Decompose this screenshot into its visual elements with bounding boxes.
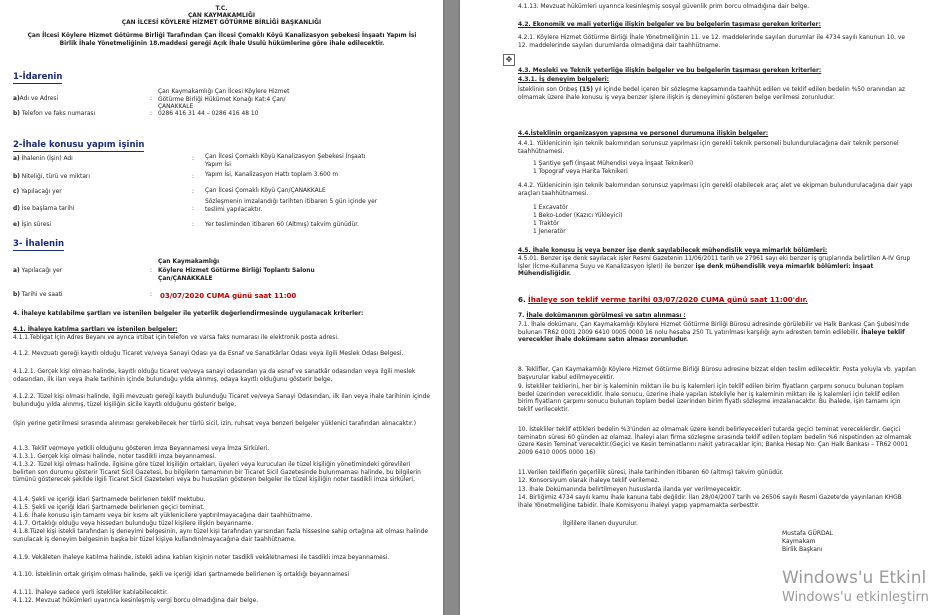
para-14: 14. Birliğimiz 4734 sayılı kamu ihale kanuna tabi değildir. İlan 28/04/2007 tarih ve 26506 sayılı Resmi Gazete'de yayınlanan KHGB İhale Yönetmeliğine tabidir. İhale Komisyonu ihaleyi yapıp yapmamakta serbesttir. (518, 495, 902, 509)
para-4-2-1: 4.2.1. Köylere Hizmet Götürme Birliği İhale Yönetmeliğinin 11. ve 12. maddelerinde sayılan durumlar ile 4734 sayılı kanunun 10. ve 12. maddelerinde sayılan durumlarda olmadığına dair taahhütname. (518, 35, 905, 49)
para-4-1-8: 4.1.8.Tüzel kişi istekli tarafından iş deneyimi belgesinin, aynı tüzel kişi tarafından yarısından fazla hissesine sahip ortağına ait olması halinde sunulacak iş deneyim belgesinin başka bir tüzel kişiye kullandırılmayacağına dair taahhütname. (13, 529, 428, 543)
sec3-a-label: a) Yapılacağı yer (13, 268, 63, 274)
para-4-1-7: 4.1.7. Ortaklığı olduğu veya hissedarı bulunduğu tüzel kişilere ilişkin beyanname. (13, 521, 254, 527)
section-4-title: 4. İhaleye katılabilme şartları ve istenilen belgeler ile yeterlik değerlendirmesinde uygulanacak kriterler: (13, 311, 364, 317)
section-4-5-title: 4.5. İhale konusu iş veya benzer işe denk sayılabilecek mühendislik veya mimarlık bölümleri: (518, 248, 828, 254)
activation-watermark-line-2: Windows'u etkinleştirn (782, 590, 929, 605)
section-4-3-1-title: 4.3.1. İş deneyim belgeleri: (518, 77, 609, 83)
equipment-4: 1 Jeneratör (533, 229, 566, 235)
para-4-1-1: 4.1.1.Tebligat İçin Adres Beyanı ve ayrıca irtibat için telefon ve varsa faks numarası ile elektronik posta adresi. (13, 335, 339, 341)
sec3-a-value1: Çan Kaymakamlığı (158, 259, 220, 265)
para-4-1-9: 4.1.9. Vekâleten ihaleye katılma halinde, istekli adına katılan kişinin noter tasdikli vekâletnamesi ile tasdikli imza beyannamesi. (13, 555, 390, 561)
section-6: 6. İhaleye son teklif verme tarihi 03/07/2020 CUMA günü saat 11:00'dır. (518, 295, 808, 304)
para-4-1-2-2: 4.1.2.2. Tüzel kişi olması halinde, ilgili mevzuatı gereği kayıtlı bulunduğu Ticaret ve/veya Sanayi Odasından, ilk ilan veya ihale tarihinin içinde bulunduğu yılda alınmış, tüzel kişiliğin sicile kayıtlı olduğunu gösterir belge, (13, 394, 430, 408)
para-4-4-1: 4.4.1. Yüklenicinin işin teknik bakımından sorunsuz yapılması için gerekli teknik personeli bulundurulacağına dair teknik personel taahhütnamesi. (518, 141, 899, 155)
sec3-b-label: b) Tarihi ve saati (13, 292, 63, 298)
header-intro: Çan İlcesi Köylere Hizmet Götürme Birliği Tarafından Çan İlcesi Çomaklı Köyü Kanalizasyon şebekesi İnşaatı Yapım İsi Birlik İhale Yönetmeliğinin 18.maddesi gereği Açık İhale Usulü hükümlerine göre ihale edilecektir. (27, 33, 417, 47)
para-12: 12. Konsorsiyum olarak ihaleye teklif verilemez. (518, 478, 660, 484)
sec2-c-label: c) Yapılacağı yer (13, 189, 62, 195)
para-4-1-4: 4.1.4. Şekli ve içeriği İdari Şartnamede belirlenen teklif mektubu. (13, 497, 206, 503)
sec1-b-label: b) Telefon ve faks numarası (13, 111, 96, 117)
signature-block (782, 530, 833, 553)
para-11: 11.Verilen tekliflerin geçerlilik süresi, ihale tarihinden itibaren 60 (altmış) takvim günüdür. (518, 470, 784, 476)
para-4-1-13: 4.1.13. Mevzuat hükümleri uyarınca kesinleşmiş sosyal güvenlik prim borcu olmadığına dair belge. (518, 4, 810, 10)
closing-line: İlgililere ilanen duyurulur. (563, 521, 638, 527)
sec2-c-value: Çan İlcesi Çomaklı Köyü Çan/ÇANAKKALE (205, 188, 326, 194)
para-7-1: 7.1. İhale dokümanı, Çan Kaymakamlığı Köylere Hizmet Götürme Birliği Bürosu adresinde görülebilir ve Halk Bankası Çan Şubesi'nde bulunan TR62 0001 2009 6410 0005 0000 16 nolu hesaba 250 TL yatırılması karşılığı aynı adresten temin edilebilir. İhaleye teklif verecekler ihale dokümanı satın alması zorunludur. (518, 322, 909, 344)
section-1-title: 1-İdarenin (13, 72, 63, 82)
para-4-1-2: 4.1.2. Mevzuatı gereği kayıtlı olduğu Ticaret ve/veya Sanayi Odası ya da Esnaf ve Sanatkârlar Odası veya ilgili Meslek Odası Belgesi. (13, 351, 404, 357)
equipment-1: 1 Excavatör (533, 205, 569, 211)
para-4-1-5: 4.1.5. Şekli ve içeriği İdari Şartnamede belirlenen geçici teminat. (13, 505, 205, 511)
personnel-1: 1 Şantiye şefi (İnşaat Mühendisi veya İnşaat Teknikeri) (533, 161, 694, 167)
header-kaymakamlik: ÇAN KAYMAKAMLIĞI (187, 13, 256, 19)
para-9: 9. İstekliler teklierini, her bir iş kaleminin miktarı ile bu iş kalemleri için teklif edilen birim fiyatların çarpımı sonucu bulunan toplam bedel üzerinden vereceklidir. İhale sonucu, üzerine ihale yapılan istekliyle her iş kaleminin miktarı ile iş kalemleri için teklif edilen birim fiyatların çarpımı sonucu bulunan toplam bedel üzerinden birim fiyatlı sözleşme imzalanacaktır. Bu ihalede, işin tamamı için teklif verilecektir. (518, 384, 904, 413)
sec2-d-label: d) İse başlama tarihi (13, 206, 75, 212)
equipment-3: 1 Traktör (533, 221, 560, 227)
para-4-1-12: 4.1.12. Mevzuat hükümleri uyarınca kesinleşmiş vergi borcu olmadığına dair belge. (13, 598, 259, 604)
para-10: 10. İstekliler teklif ettikleri bedelin %3'ünden az olmamak üzere kendi belirleyecekleri tutarda geçici teminat vereceklerdir. Geçici teminatın süresi 60 günden az olamaz. İhaleyi alan firma sözleşme sırasında teklif edilen toplam bedelin %6 nispetinden az olmamak üzere Kesin Teminat verecektir.(Geçici ve Kesin teminatlarını nakit yatıracaklar için; Banka Hesap No: Çan Halk Bankası – TR62 0001 2009 6410 0005 0000 16) (518, 427, 912, 456)
sec3-a-value3: Çan/ÇANAKKALE (158, 276, 213, 282)
section-4-3-title: 4.3. Mesleki ve Teknik yeterliğe ilişkin belgeler ve bu belgelerin taşıması gereken kriterler: (518, 68, 822, 74)
section-7-title: 7. İhale dokümanının görülmesi ve satın alınması : (518, 313, 686, 319)
para-4-4-2: 4.4.2. Yüklenicinin işin teknik bakımından sorunsuz yapılması için gerekli olabilecek araç alet ve ekipman bulundurulacağına dair yapı araçları taahhütnamesi. (518, 183, 913, 197)
sec1-a-value: Çan Kaymakamlığı Çan İlcesi Köylere Hizmet Götürme Birliği Hükümet Konağı Kat:4 Çan/ÇANAKKALE (158, 89, 290, 111)
para-4-1-6: 4.1.6. İhale konusu işin tamamı veya bir kısmı alt yüklenicilere yaptırılmayacağına dair taahhütname. (13, 513, 313, 519)
sec2-e-label: e) İşin süresi (13, 222, 52, 228)
sec1-b-value: 0286 416 31 44 – 0286 416 48 10 (158, 111, 259, 117)
para-4-1-11: 4.1.11. İhaleye sadece yerli istekliler katılabilecektir. (13, 590, 168, 596)
personnel-2: 1 Topograf veya Harita Teknikeri (533, 169, 628, 175)
para-4-3-1: İsteklinin son Onbeş (15) yıl içinde bedel içeren bir sözleşme kapsamında taahhüt edilen ve teklif edilen bedelin %50 oranından az olmamak üzere ihale konusu iş veya benzer işlere ilişkin iş deneyimini gösteren belge verilmesi zorunludur. (518, 87, 906, 101)
para-note: (İşin yerine getirilmesi sırasında alınması gerekebilecek her türlü sicil, izin, ruhsat veya benzeri belgeler yüklenici tarafından alınacaktır.) (13, 421, 417, 427)
sec2-b-label: b) Niteliği, türü ve miktarı (13, 174, 90, 180)
sec2-e-value: Yer tesliminden itibaren 60 (Altmış) takvim günüdür. (205, 222, 360, 228)
para-4-1-3-1: 4.1.3.1. Gerçek kişi olması halinde, noter tasdikli imza beyannamesi. (13, 454, 217, 460)
document-page-left: T.C. ÇAN KAYMAKAMLIĞI ÇAN İLCESİ KÖYLERE HİZMET GÖTÜRME BİRLİĞİ BAŞKANLIĞI Çan İlcesi Köylere Hizmet Götürme Birliği Tarafından Çan İlcesi Çomaklı Köyü Kanalizasyon şebekesi İnşaatı Yapım İsi Birlik İhale Yönetmeliğinin 18.maddesi gereği Açık İhale Usulü hükümlerine göre ihale edilecektir. 1-İdarenin a)Adı ve Adresi : Çan Kaymakamlığı Çan İlcesi Köylere Hizmet Götürme Birliği Hükümet Konağı Kat:4 Çan/ÇANAKKALE b) Telefon ve faks numarası : 0286 416 31 44 – 0286 416 48 10 2-İhale konusu yapım işinin a) İhalenin (İşin) Adı : Çan İlcesi Çomaklı Köyü Kanalizasyon Şebekesi İnşaatı Yapım İsi b) Niteliği, türü ve miktarı : Yapım İsi, Kanalizasyon Hattı toplam 3.600 m c) Yapılacağı yer : Çan İlcesi Çomaklı Köyü Çan/ÇANAKKALE d) İse başlama tarihi : Sözleşmenin imzalandığı tarihten itibaren 5 gün içinde yer teslimi yapılacaktır. e) İşin süresi : Yer tesliminden itibaren 60 (Altmış) takvim günüdür. 3- İhalenin Çan Kaymakamlığı a) Yapılacağı yer : Köylere Hizmet Götürme Birliği Toplantı Salonu Çan/ÇANAKKALE b) Tarihi ve saati : 03/07/2020 CUMA günü saat 11:00 4. İhaleye katılabilme şartları ve istenilen belgeler ile yeterlik değerlendirmesinde uygulanacak kriterler: 4.1. İhaleye katılma şartları ve istenilen belgeler: 4.1.1.Tebligat İçin Adres Beyanı ve ayrıca irtibat için telefon ve varsa faks numarası ile elektronik posta adresi. 4.1.2. Mevzuatı gereği kayıtlı olduğu Ticaret ve/veya Sanayi Odası ya da Esnaf ve Sanatkârlar Odası veya ilgili Meslek Odası Belgesi. 4.1.2.1. Gerçek kişi olması halinde, kayıtlı olduğu ticaret ve/veya sanayi odasından ya da esnaf ve sanatkâr odasından veya ilgili meslek odasından, ilk ilan veya ihale tarihinin içinde bulunduğu yılda alınmış, odaya kayıtlı olduğunu gösterir belge, 4.1.2.2. Tüzel kişi olması halinde, ilgili mevzuatı gereği kayıtlı bulunduğu Ticaret ve/veya Sanayi Odasından, ilk ilan veya ihale tarihinin içinde bulunduğu yılda alınmış, tüzel kişiliğin sicile kayıtlı olduğunu gösterir belge, (İşin yerine getirilmesi sırasında alınması gerekebilecek her türlü sicil, izin, ruhsat veya benzeri belgeler yüklenici tarafından alınacaktır.) 4.1.3. Teklif vermeye yetkili olduğunu gösteren İmza Beyannamesi veya İmza Sirküleri. 4.1.3.1. Gerçek kişi olması halinde, noter tasdikli imza beyannamesi. 4.1.3.2. Tüzel kişi olması halinde, ilgisine göre tüzel kişiliğin ortakları, üyeleri veya kurucuları ile tüzel kişiliğin yönetimindeki görevlileri belirten son durumu gösterir Ticaret Sicil Gazetesi, bu bilgilerin tamamının bir Ticaret Sicil Gazetesinde bulunmaması halinde, bu bilgilerin tümünü gösterecek şekilde ilgili Ticaret Sicil Gazeteleri veya bu hususları gösteren belgeler ile tüzel kişiliğin noter tasdikli imza sirküleri, 4.1.4. Şekli ve içeriği İdari Şartnamede belirlenen teklif mektubu. 4.1.5. Şekli ve içeriği İdari Şartnamede belirlenen geçici teminat. 4.1.6. İhale konusu işin tamamı veya bir kısmı alt yüklenicilere yaptırılmayacağına dair taahhütname. 4.1.7. Ortaklığı olduğu veya hissedarı bulunduğu tüzel kişilere ilişkin beyanname. 4.1.8.Tüzel kişi istekli tarafından iş deneyimi belgesinin, aynı tüzel kişi tarafından yarısından fazla hissesine sahip ortağına ait olması halinde sunulacak iş deneyim belgesinin başka bir tüzel kişiye kullandırılmayacağına dair taahhütname. 4.1.9. Vekâleten ihaleye katılma halinde, istekli adına katılan kişinin noter tasdikli vekâletnamesi ile tasdikli imza beyannamesi. 4.1.10. İsteklinin ortak girişim olması halinde, şekli ve içeriği idari şartnamede belirlenen iş ortaklığı beyannamesi 4.1.11. İhaleye sadece yerli istekliler katılabilecektir. 4.1.12. Mevzuat hükümleri uyarınca kesinleşmiş vergi borcu olmadığına dair belge. (0, 0, 443, 615)
equipment-2: 1 Beko-Loder (Kazıcı Yükleyici) (533, 213, 623, 219)
signature-name: Mustafa GÜRDAL (782, 530, 834, 537)
signature-title-2: Birlik Başkanı (782, 545, 823, 553)
section-4-4-title: 4.4.İsteklinin organizasyon yapısına ve personel durumuna ilişkin belgeler: (518, 131, 769, 137)
sec1-a-label: a)Adı ve Adresi (13, 96, 59, 102)
para-4-5-1: 4.5.01. Benzer işe denk sayılacak işler Resmi Gazetenin 11/06/2011 tarih ve 27961 sayı eki benzer iş gruplarında belirtilen A-IV Grup İşler (İcme-Kullanma Suyu ve Kanalizasyon İşleri) ile benzer işe denk mühendislik veya mimarlık bölümleri: İnşaat Mühendisliğidir. (518, 256, 911, 278)
para-8: 8. Teklifler, Çan Kaymakamlığı Köylere Hizmet Götürme Birliği Bürosu adresine bizzat elden teslim edilecektir. Posta yoluyla vb. yapılan başvurular kabul edilmeyecektir. (518, 367, 916, 381)
section-2-title: 2-İhale konusu yapım işinin (13, 140, 145, 150)
section-4-2-title: 4.2. Ekonomik ve mali yeterliğe ilişkin belgeler ve bu belgelerin taşıması gereken kriterler: (518, 22, 821, 28)
para-4-1-3-2: 4.1.3.2. Tüzel kişi olması halinde, ilgisine göre tüzel kişiliğin ortakları, üyeleri veya kurucuları ile tüzel kişiliğin yönetimindeki görevlileri belirten son durumu gösterir Ticaret Sicil Gazetesi, bu bilgilerin tamamının bir Ticaret Sicil Gazetesinde bulunmaması halinde, bu bilgilerin tümünü gösterecek şekilde ilgili Ticaret Sicil Gazeteleri veya bu hususları gösteren belgeler ile tüzel kişiliğin noter tasdikli imza sirküleri, (13, 462, 421, 484)
para-4-1-3: 4.1.3. Teklif vermeye yetkili olduğunu gösteren İmza Beyannamesi veya İmza Sirküleri. (13, 446, 270, 452)
para-4-1-10: 4.1.10. İsteklinin ortak girişim olması halinde, şekli ve içeriği idari şartnamede belirlenen iş ortaklığı beyannamesi (13, 572, 350, 578)
sec3-b-value: 03/07/2020 CUMA günü saat 11:00 (160, 292, 297, 300)
section-3-title: 3- İhalenin (13, 239, 65, 249)
table-move-handle-icon[interactable]: ✥ (503, 54, 515, 66)
signature-title-1: Kaymakam (782, 537, 816, 545)
sec2-d-value: Sözleşmenin imzalandığı tarihten itibaren 5 gün içinde yer teslimi yapılacaktır. (205, 199, 378, 213)
activation-watermark-line-1: Windows'u Etkinl (782, 568, 927, 588)
header-tc: T.C. (215, 6, 228, 12)
sec2-a-value: Çan İlcesi Çomaklı Köyü Kanalizasyon Şebekesi İnşaatı Yapım İsi (205, 154, 366, 168)
header-birlik: ÇAN İLCESİ KÖYLERE HİZMET GÖTÜRME BİRLİĞİ BAŞKANLIĞI (121, 20, 322, 26)
sec2-b-value: Yapım İsi, Kanalizasyon Hattı toplam 3.600 m (205, 172, 339, 178)
sec2-a-label: a) İhalenin (İşin) Adı (13, 156, 73, 162)
para-13: 13. İhale Dokümanında belirtilmeyen hususlarda ilanda yer verilmeyecektir. (518, 487, 742, 493)
sec3-a-value2: Köylere Hizmet Götürme Birliği Toplantı Salonu (158, 268, 315, 274)
section-4-1-title: 4.1. İhaleye katılma şartları ve istenilen belgeler: (13, 327, 178, 333)
para-4-1-2-1: 4.1.2.1. Gerçek kişi olması halinde, kayıtlı olduğu ticaret ve/veya sanayi odasından ya da esnaf ve sanatkâr odasından veya ilgili meslek odasından, ilk ilan veya ihale tarihinin içinde bulunduğu yılda alınmış, odaya kayıtlı olduğunu gösterir belge, (13, 369, 416, 383)
